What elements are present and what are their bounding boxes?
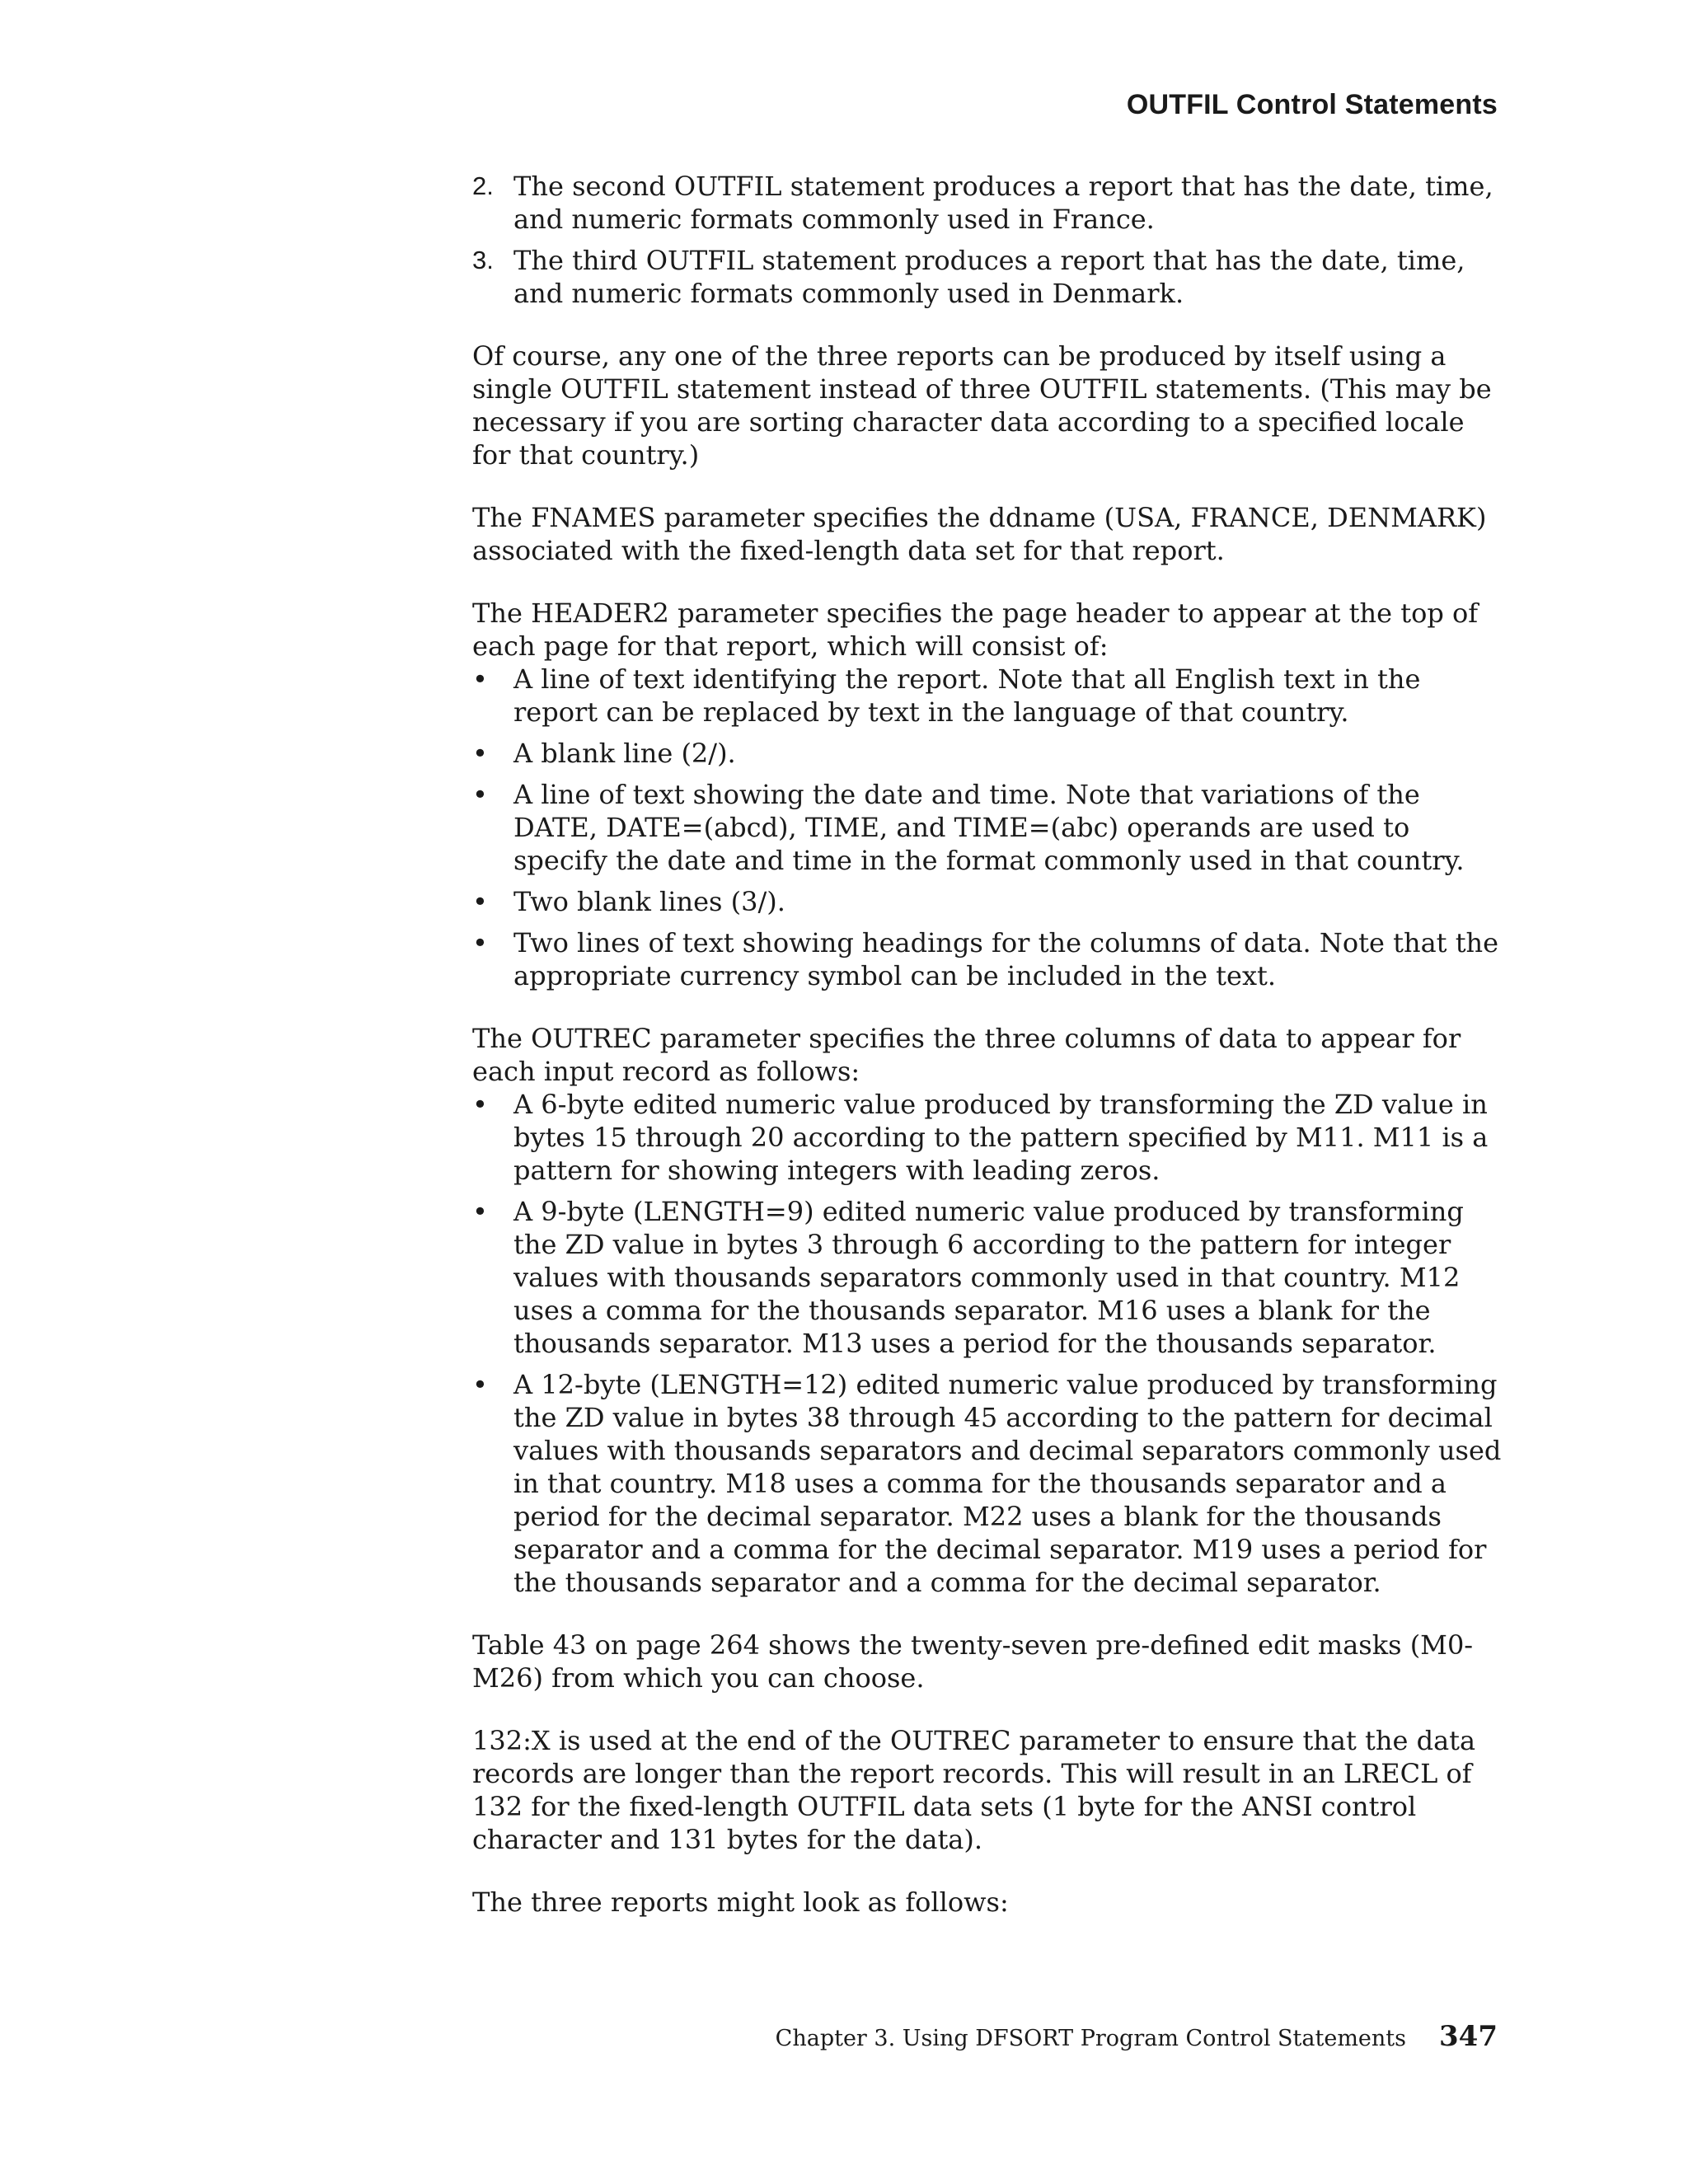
paragraph-132x: 132:X is used at the end of the OUTREC parameter to ensure that the data records are longer than the report records. This will result in an LRECL of 132 for the fixed-length OUTFIL data sets (1 byte for the ANSI control character and 131 bytes for the data). [472, 1725, 1476, 1855]
bullet-item: • Two lines of text showing headings for the columns of data. Note that the appropriate currency symbol can be included in the text. [472, 927, 1499, 991]
paragraph-outrec: The OUTREC parameter specifies the three columns of data to appear for each input record as follows: [472, 1023, 1461, 1087]
paragraph-three-reports: The three reports might look as follows: [472, 1886, 1009, 1918]
numbered-list [472, 170, 1503, 310]
header2-bullet-list [472, 663, 1503, 992]
bullet-text: A line of text showing the date and time. Note that variations of the DATE, DATE=(abcd), TIME, and TIME=(abc) operands are used to specify the date and time in the format commonly used in that country. [513, 779, 1465, 876]
bullet-item: • A 12-byte (LENGTH=12) edited numeric value produced by transforming the ZD value in bytes 38 through 45 according to the pattern for decimal values with thousands separators and decimal separators commonly used in that country. M18 uses a comma for the thousands separator and a period for the decimal separator. M22 uses a blank for the thousands separator and a comma for the decimal separator. M19 uses a period for the thousands separator and a comma for the decimal separator. [472, 1369, 1502, 1598]
bullet-item: • Two blank lines (3/). [472, 886, 785, 917]
footer-chapter-title: Chapter 3. Using DFSORT Program Control Statements [775, 2026, 1407, 2051]
page-body [472, 170, 1503, 1919]
list-item [472, 244, 1503, 310]
bullet-item: • A 9-byte (LENGTH=9) edited numeric value produced by transforming the ZD value in bytes 3 through 6 according to the pattern for integer values with thousands separators commonly used in that country. M12 uses a comma for the thousands separator. M16 uses a blank for the thousands separator. M13 uses a period for the thousands separator. [472, 1196, 1464, 1359]
outrec-bullet-list [472, 1088, 1503, 1599]
paragraph-fnames: The FNAMES parameter specifies the ddname (USA, FRANCE, DENMARK) associated with the fixed-length data set for that report. [472, 502, 1487, 566]
paragraph-table-43: Table 43 on page 264 shows the twenty-seven pre-defined edit masks (M0-M26) from which you can choose. [472, 1629, 1474, 1694]
running-head-title: OUTFIL Control Statements [1126, 89, 1498, 120]
list-item-text: The third OUTFIL statement produces a report that has the date, time, and numeric formats commonly used in Denmark. [513, 245, 1465, 309]
bullet-text: A 9-byte (LENGTH=9) edited numeric value produced by transforming the ZD value in bytes 3 through 6 according to the pattern for integer values with thousands separators commonly used in that country. M12 uses a comma for the thousands separator. M16 uses a blank for the thousands separator. M13 uses a period for the thousands separator. [513, 1196, 1464, 1359]
bullet-text: A 6-byte edited numeric value produced by transforming the ZD value in bytes 15 through 20 according to the pattern specified by M11. M11 is a pattern for showing integers with leading zeros. [513, 1089, 1489, 1186]
bullet-text: A line of text identifying the report. Note that all English text in the report can be replaced by text in the language of that country. [513, 663, 1421, 728]
paragraph-header2: The HEADER2 parameter specifies the page header to appear at the top of each page for that report, which will consist of: [472, 598, 1479, 662]
bullet-item: • A line of text showing the date and time. Note that variations of the DATE, DATE=(abcd), TIME, and TIME=(abc) operands are used to specify the date and time in the format commonly used in that country. [472, 779, 1465, 876]
bullet-item: • A 6-byte edited numeric value produced by transforming the ZD value in bytes 15 through 20 according to the pattern specified by M11. M11 is a pattern for showing integers with leading zeros. [472, 1089, 1489, 1186]
page-number: 347 [1439, 2020, 1498, 2053]
page-footer [776, 2020, 1498, 2053]
list-item-text: The second OUTFIL statement produces a report that has the date, time, and numeric formats commonly used in France. [513, 171, 1493, 235]
paragraph-of-course: Of course, any one of the three reports can be produced by itself using a single OUTFIL statement instead of three OUTFIL statements. (This may be necessary if you are sorting character data according to a specified locale for that country.) [472, 340, 1492, 471]
list-item-number: 3. [472, 246, 494, 274]
bullet-text: A 12-byte (LENGTH=12) edited numeric value produced by transforming the ZD value in bytes 38 through 45 according to the pattern for decimal values with thousands separators and decimal separators commonly used in that country. M18 uses a comma for the thousands separator and a period for the decimal separator. M22 uses a blank for the thousands separator and a comma for the decimal separator. M19 uses a period for the thousands separator and a comma for the decimal separator. [513, 1369, 1502, 1598]
bullet-text: Two blank lines (3/). [513, 886, 785, 917]
bullet-item: • A blank line (2/). [472, 738, 736, 769]
list-item-number: 2. [472, 171, 494, 200]
bullet-text: A blank line (2/). [513, 738, 736, 769]
list-item [472, 170, 1503, 236]
bullet-text: Two lines of text showing headings for the columns of data. Note that the appropriate currency symbol can be included in the text. [513, 927, 1499, 991]
bullet-item: • A line of text identifying the report. Note that all English text in the report can be replaced by text in the language of that country. [472, 663, 1421, 728]
